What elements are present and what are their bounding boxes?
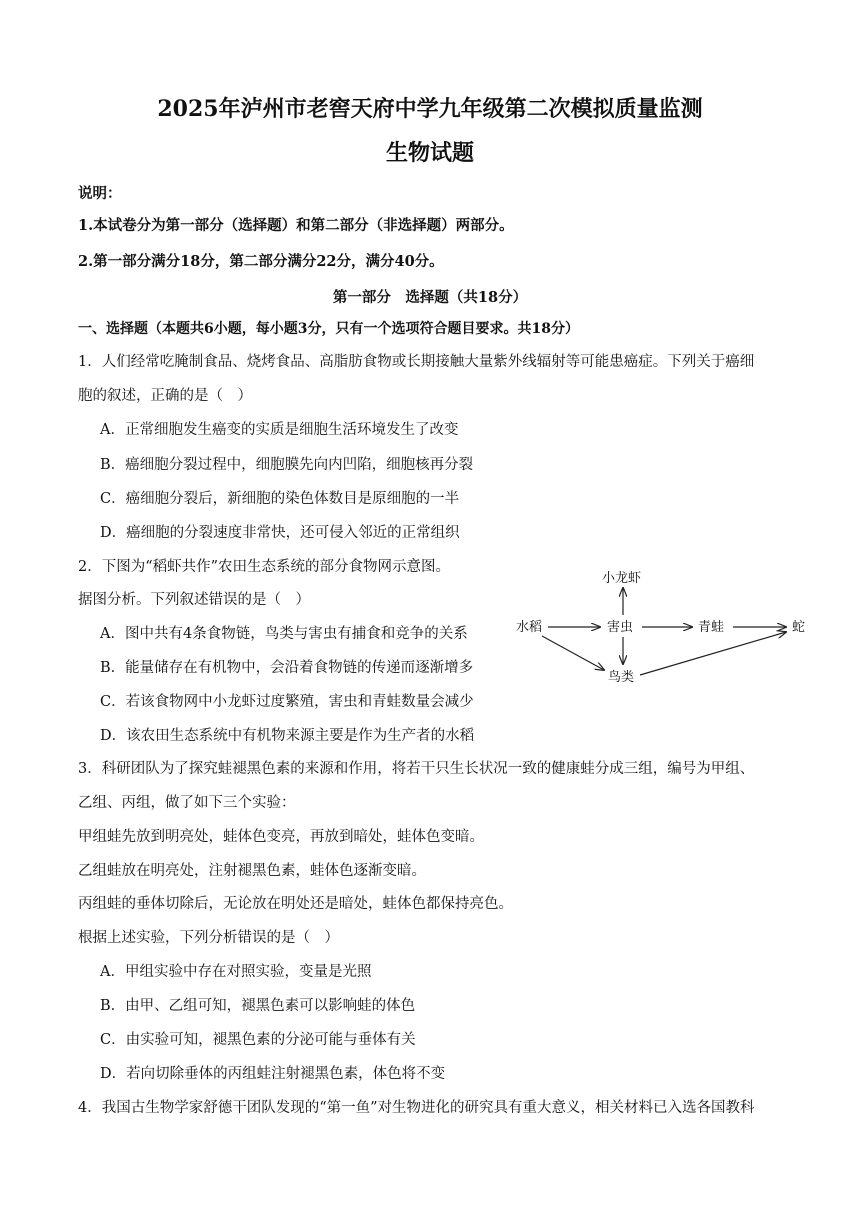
exam-subtitle: 生物试题	[385, 140, 474, 166]
food-web-node-snake: 蛇	[792, 620, 806, 635]
question-2-option-a: A．图中共有4条食物链，鸟类与害虫有捕食和竞争的关系	[100, 626, 468, 642]
question-1-option-b: B．癌细胞分裂过程中，细胞膜先向内凹陷，细胞核再分裂	[100, 457, 474, 473]
question-3-stem: 3．科研团队为了探究蛙褪黑色素的来源和作用，将若干只生长状况一致的健康蛙分成三组，编号为甲组、	[78, 761, 755, 777]
food-web-arrow-bird-snake	[640, 632, 786, 675]
part1-title: 第一部分 选择题（共18分）	[332, 289, 528, 306]
question-3-stem: 乙组蛙放在明亮处，注射褪黑色素，蛙体色逐渐变暗。	[78, 863, 426, 879]
question-2-stem: 2．下图为“稻虾共作”农田生态系统的部分食物网示意图。	[78, 559, 451, 575]
section-instructions: 一、选择题（本题共6小题，每小题3分，只有一个选项符合题目要求。共18分）	[78, 321, 579, 337]
food-web-node-frog: 青蛙	[698, 620, 725, 635]
question-3-option-a: A．甲组实验中存在对照实验，变量是光照	[100, 964, 372, 980]
note-item: 2.第一部分满分18分，第二部分满分22分，满分40分。	[78, 253, 444, 270]
question-3-option-b: B．由甲、乙组可知，褪黑色素可以影响蛙的体色	[100, 998, 416, 1014]
food-web-node-bird: 鸟类	[608, 670, 635, 685]
food-web-node-rice: 水稻	[516, 620, 543, 635]
question-1-option-a: A．正常细胞发生癌变的实质是细胞生活环境发生了改变	[100, 422, 459, 438]
food-web-arrow-rice-bird	[542, 636, 604, 670]
exam-title: 2025年泸州市老窖天府中学九年级第二次模拟质量监测	[157, 96, 703, 122]
question-3-stem: 根据上述实验，下列分析错误的是（ ）	[78, 930, 339, 946]
question-2-stem: 据图分析。下列叙述错误的是（ ）	[78, 592, 310, 608]
food-web-node-crayfish: 小龙虾	[602, 571, 642, 586]
question-3-option-c: C．由实验可知，褪黑色素的分泌可能与垂体有关	[100, 1032, 416, 1048]
question-3-stem: 甲组蛙先放到明亮处，蛙体色变亮，再放到暗处，蛙体色变暗。	[78, 829, 484, 845]
question-2-option-d: D．该农田生态系统中有机物来源主要是作为生产者的水稻	[100, 728, 475, 744]
note-item: 1.本试卷分为第一部分（选择题）和第二部分（非选择题）两部分。	[78, 217, 514, 234]
question-1-stem: 胞的叙述，正确的是（ ）	[78, 388, 252, 404]
question-3-stem: 乙组、丙组，做了如下三个实验：	[78, 795, 296, 811]
question-2-option-c: C．若该食物网中小龙虾过度繁殖，害虫和青蛙数量会减少	[100, 694, 474, 710]
food-web-diagram	[508, 560, 818, 690]
question-1-option-d: D．癌细胞的分裂速度非常快，还可侵入邻近的正常组织	[100, 525, 460, 541]
notes-heading: 说明：	[78, 185, 122, 202]
question-3-stem: 丙组蛙的垂体切除后，无论放在明处还是暗处，蛙体色都保持亮色。	[78, 896, 513, 912]
question-1-option-c: C．癌细胞分裂后，新细胞的染色体数目是原细胞的一半	[100, 491, 460, 507]
food-web-node-pest: 害虫	[607, 620, 634, 635]
question-2-option-b: B．能量储存在有机物中，会沿着食物链的传递而逐渐增多	[100, 660, 474, 676]
question-3-option-d: D．若向切除垂体的丙组蛙注射褪黑色素，体色将不变	[100, 1066, 446, 1082]
question-4-stem: 4．我国古生物学家舒德干团队发现的“第一鱼”对生物进化的研究具有重大意义，相关材料已入选各国教科	[78, 1100, 755, 1116]
question-1-stem: 1．人们经常吃腌制食品、烧烤食品、高脂肪食物或长期接触大量紫外线辐射等可能患癌症。下列关于癌细	[78, 354, 755, 370]
